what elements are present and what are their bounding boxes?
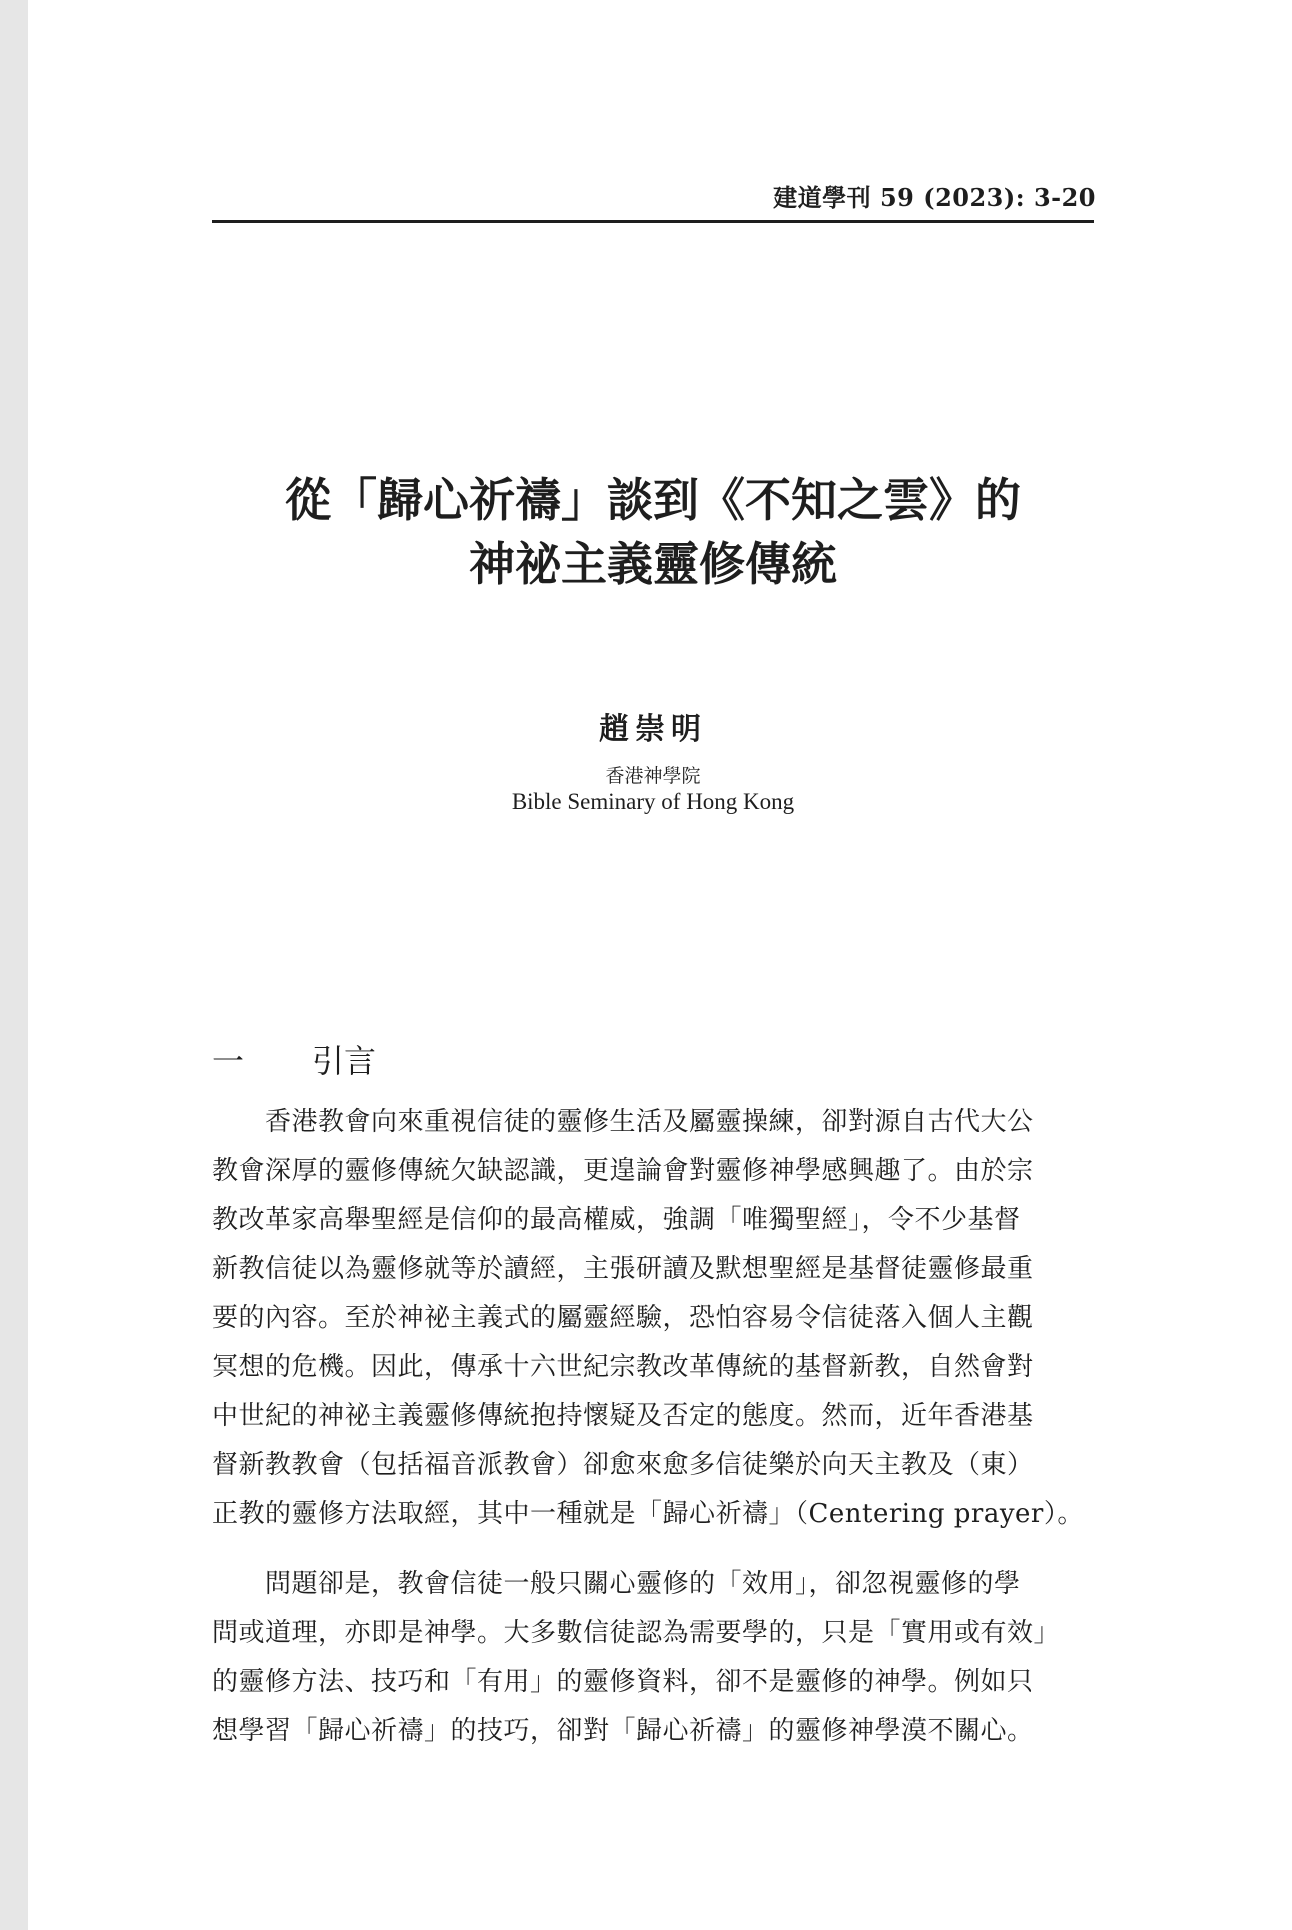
paragraph-line: 中世紀的神祕主義靈修傳統抱持懷疑及否定的態度。然而，近年香港基 xyxy=(212,1401,1034,1431)
paragraph-line: 冥想的危機。因此，傳承十六世紀宗教改革傳統的基督新教，自然會對 xyxy=(212,1352,1034,1382)
title-line: 神祕主義靈修傳統 xyxy=(469,537,837,591)
article-title xyxy=(212,468,1094,596)
affiliation-chinese: 香港神學院 xyxy=(605,765,701,787)
paragraph-line: 教會深厚的靈修傳統欠缺認識，更遑論會對靈修神學感興趣了。由於宗 xyxy=(212,1156,1034,1186)
paragraph-line: 的靈修方法、技巧和「有用」的靈修資料，卻不是靈修的神學。例如只 xyxy=(212,1667,1034,1697)
paragraph xyxy=(212,1098,1094,1539)
paragraph-line: 香港教會向來重視信徒的靈修生活及屬靈操練，卻對源自古代大公 xyxy=(212,1107,1034,1137)
paragraph-line: 問或道理，亦即是神學。大多數信徒認為需要學的，只是「實用或有效」 xyxy=(212,1618,1061,1648)
paragraph-line: 教改革家高舉聖經是信仰的最高權威，強調「唯獨聖經」，令不少基督 xyxy=(212,1205,1021,1235)
affiliation-english: Bible Seminary of Hong Kong xyxy=(511,789,795,814)
title-line: 從「歸心祈禱」談到《不知之雲》的 xyxy=(285,473,1021,527)
paragraph-line: 想學習「歸心祈禱」的技巧，卻對「歸心祈禱」的靈修神學漠不關心。 xyxy=(212,1716,1034,1746)
running-head: 建道學刊 59 (2023): 3-20 xyxy=(773,183,1096,212)
section-heading xyxy=(212,1036,376,1082)
paragraph-line: 正教的靈修方法取經，其中一種就是「歸心祈禱」（Centering prayer）。 xyxy=(212,1499,1084,1529)
page-edge-strip xyxy=(0,0,28,1930)
paragraph xyxy=(212,1560,1094,1756)
paragraph-line: 要的內容。至於神祕主義式的屬靈經驗，恐怕容易令信徒落入個人主觀 xyxy=(212,1303,1034,1333)
section-number: 一 xyxy=(212,1042,245,1080)
paragraph-line: 新教信徒以為靈修就等於讀經，主張研讀及默想聖經是基督徒靈修最重 xyxy=(212,1254,1034,1284)
paragraph-line: 督新教教會（包括福音派教會）卻愈來愈多信徒樂於向天主教及（東） xyxy=(212,1450,1034,1480)
section-title: 引言 xyxy=(312,1042,377,1080)
author-name: 趙崇明 xyxy=(599,712,707,747)
paragraph-line: 問題卻是，教會信徒一般只關心靈修的「效用」，卻忽視靈修的學 xyxy=(212,1569,1021,1599)
header-rule xyxy=(212,220,1094,223)
